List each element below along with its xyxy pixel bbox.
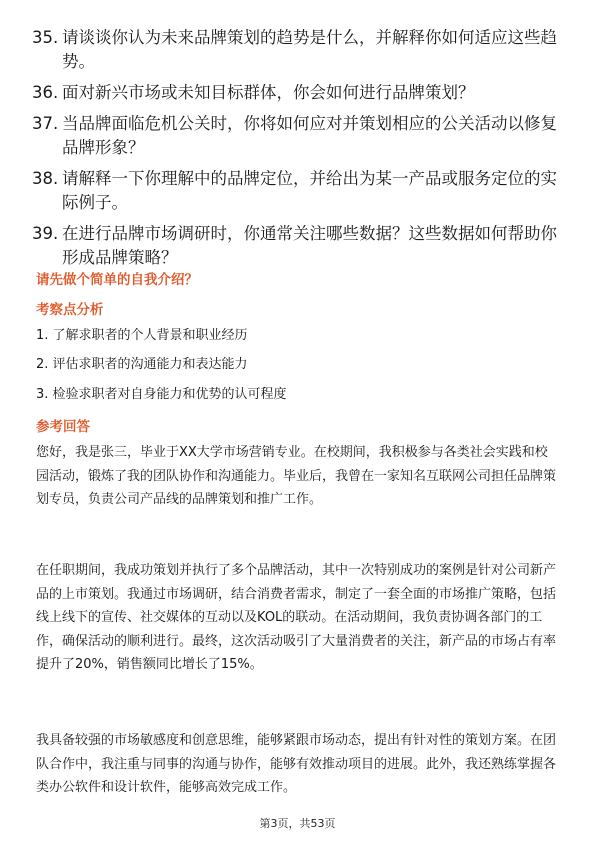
question-item (32, 26, 562, 74)
question-text: 当品牌面临危机公关时，你将如何应对并策划相应的公关活动以修复品牌形象？ (62, 114, 557, 157)
question-item (32, 81, 562, 105)
reference-paragraph: 您好，我是张三，毕业于XX大学市场营销专业。在校期间，我积极参与各类社会实践和校园活动，锻炼了我的团队协作和沟通能力。毕业后，我曾在一家知名互联网公司担任品牌策划专员，负责公司产品线的品牌策划和推广工作。 (36, 445, 557, 507)
question-text: 请谈谈你认为未来品牌策划的趋势是什么，并解释你如何适应这些趋势。 (62, 28, 557, 71)
reference-heading: 参考回答 (36, 419, 90, 435)
question-number: 37. (32, 114, 59, 133)
analysis-point: 1. 了解求职者的个人背景和职业经历 (36, 328, 248, 343)
reference-paragraph: 我具备较强的市场敏感度和创意思维，能够紧跟市场动态，提出有针对性的策划方案。在团队合作中，我注重与同事的沟通与协作，能够有效推动项目的进展。此外，我还熟练掌握各类办公软件和设计软件，能够高效完成工作。 (36, 733, 557, 795)
question-number: 36. (32, 83, 59, 102)
question-text: 请解释一下你理解中的品牌定位，并给出为某一产品或服务定位的实际例子。 (62, 169, 557, 212)
question-text: 面对新兴市场或未知目标群体，你会如何进行品牌策划？ (62, 83, 475, 102)
analysis-heading: 考察点分析 (36, 302, 104, 318)
page-footer: 第3页，共53页 (259, 817, 336, 830)
analysis-point: 2. 评估求职者的沟通能力和表达能力 (36, 357, 248, 372)
question-item (32, 167, 562, 215)
question-item (32, 222, 562, 270)
question-text: 在进行品牌市场调研时，你通常关注哪些数据？这些数据如何帮助你形成品牌策略？ (62, 224, 557, 267)
analysis-point: 3. 检验求职者对自身能力和优势的认可程度 (36, 387, 287, 402)
question-item (32, 112, 562, 160)
question-number: 35. (32, 28, 59, 47)
question-number: 38. (32, 169, 59, 188)
reference-paragraph: 在任职期间，我成功策划并执行了多个品牌活动，其中一次特别成功的案例是针对公司新产品的上市策划。我通过市场调研，结合消费者需求，制定了一套全面的市场推广策略，包括线上线下的宣传、社交媒体的互动以及KOL的联动。在活动期间，我负责协调各部门的工作，确保活动的顺利进行。最终，这次活动吸引了大量消费者的关注，新产品的市场占有率提升了20%，销售额同比增长了15%。 (36, 563, 557, 672)
answer-question-title: 请先做个简单的自我介绍？ (36, 272, 198, 288)
question-list (32, 26, 562, 277)
question-number: 39. (32, 224, 59, 243)
